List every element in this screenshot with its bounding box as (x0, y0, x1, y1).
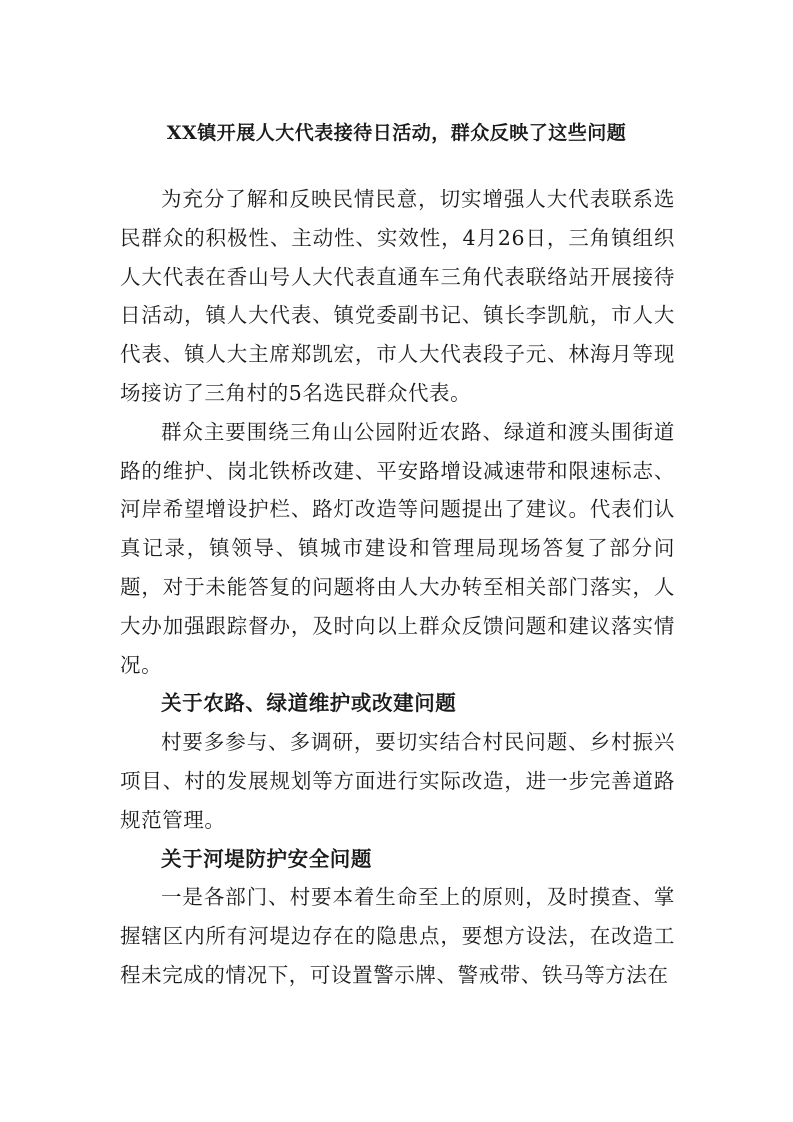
paragraph-intro: 为充分了解和反映民情民意，切实增强人大代表联系选民群众的积极性、主动性、实效性，4月26日，三角镇组织人大代表在香山号人大代表直通车三角代表联络站开展接待日活动，镇人大代表、镇党委副书记、镇长李凯航，市人大代表、镇人大主席郑凯宏，市人大代表段子元、林海月等现场接访了三角村的5名选民群众代表。 (120, 187, 675, 405)
section-heading-embankment: 关于河堤防护安全问题 (161, 846, 372, 871)
paragraph-roads: 村要多参与、多调研，要切实结合村民问题、乡村振兴项目、村的发展规划等方面进行实际改造，进一步完善道路规范管理。 (120, 730, 675, 832)
paragraph-issues: 群众主要围绕三角山公园附近农路、绿道和渡头围街道路的维护、岗北铁桥改建、平安路增设减速带和限速标志、河岸希望增设护栏、路灯改造等问题提出了建议。代表们认真记录，镇领导、镇城市建设和管理局现场答复了部分问题，对于未能答复的问题将由人大办转至相关部门落实，人大办加强跟踪督办，及时向以上群众反馈问题和建议落实情况。 (120, 419, 675, 677)
paragraph-embankment: 一是各部门、村要本着生命至上的原则，及时摸查、掌握辖区内所有河堤边存在的隐患点，要想方设法，在改造工程未完成的情况下，可设置警示牌、警戒带、铁马等方法在 (120, 885, 675, 987)
document-title: XX镇开展人大代表接待日活动，群众反映了这些问题 (166, 122, 627, 144)
document-body (120, 180, 675, 995)
section-heading-roads: 关于农路、绿道维护或改建问题 (161, 691, 457, 716)
